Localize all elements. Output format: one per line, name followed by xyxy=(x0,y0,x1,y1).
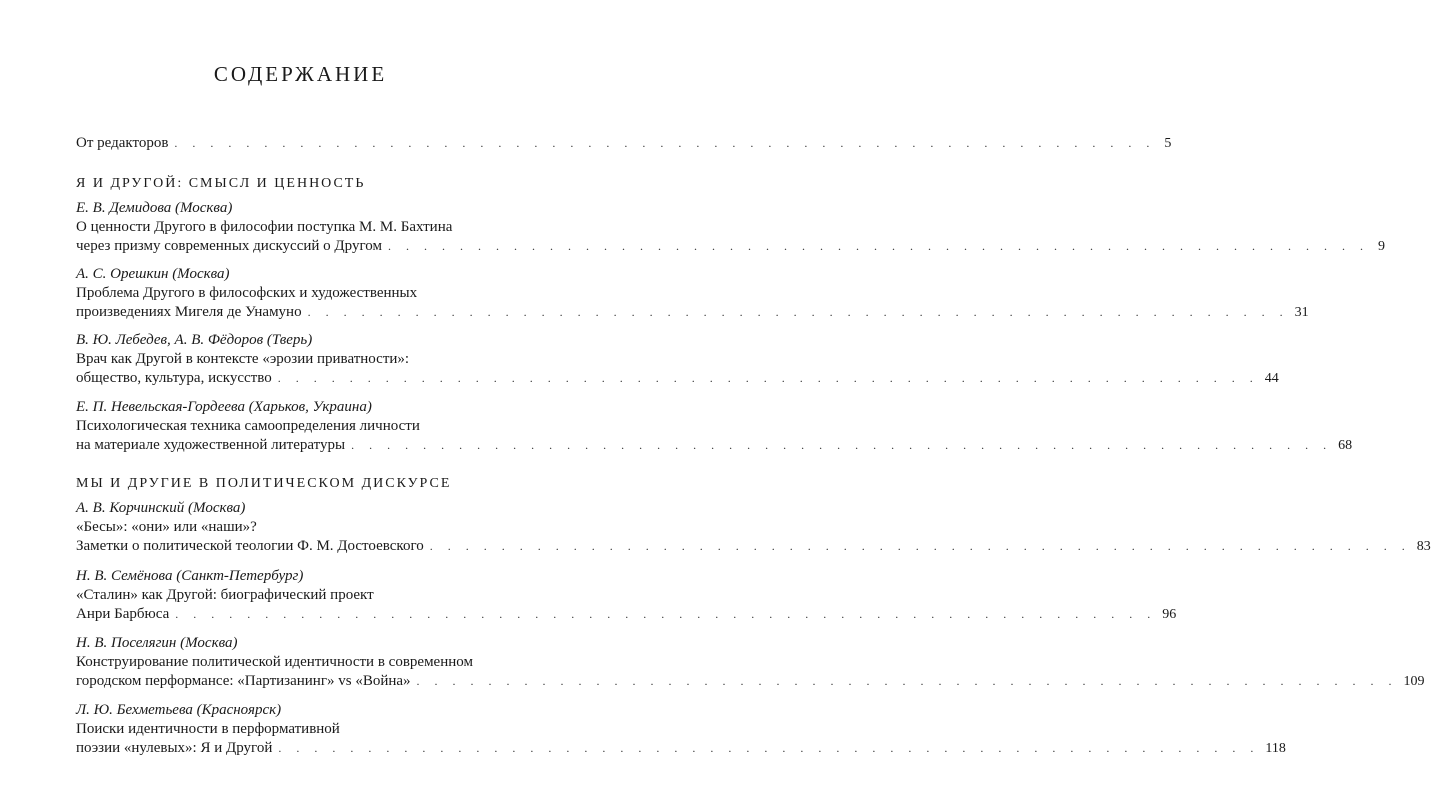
toc-entry xyxy=(76,701,1286,758)
entry-title-line: Проблема Другого в философских и художественных xyxy=(76,285,418,301)
page-number: 5 xyxy=(1164,136,1172,151)
entry-title-line: Поиски идентичности в перформативной xyxy=(76,721,340,737)
page-number: 68 xyxy=(1338,438,1353,453)
section-heading-1: Я И ДРУГОЙ: СМЫСЛ И ЦЕННОСТЬ xyxy=(76,176,366,191)
entry-author: А. С. Орешкин (Москва) xyxy=(76,266,230,282)
entry-title-line: через призму современных дискуссий о Другом xyxy=(76,238,382,254)
leader-dots: . . . . . . . . . . . . . . . . . . . . . . . . . . . . . . . . . . . . . . . . . . . . . . . . . . . . . . . xyxy=(277,371,1259,385)
leader-dots: . . . . . . . . . . . . . . . . . . . . . . . . . . . . . . . . . . . . . . . . . . . . . . . . . . . . . . . xyxy=(174,136,1156,150)
page-number: 9 xyxy=(1377,239,1385,254)
page-number: 118 xyxy=(1265,741,1286,756)
entry-author: А. В. Корчинский (Москва) xyxy=(76,500,246,516)
entry-author: Н. В. Поселягин (Москва) xyxy=(76,635,238,651)
entry-author: Е. В. Демидова (Москва) xyxy=(76,200,233,216)
toc-entry xyxy=(76,398,1353,455)
entry-title-line: «Бесы»: «они» или «наши»? xyxy=(76,519,257,535)
entry-title: От редакторов xyxy=(76,135,169,151)
leader-dots: . . . . . . . . . . . . . . . . . . . . . . . . . . . . . . . . . . . . . . . . . . . . . . . . . . . . . . . xyxy=(387,239,1369,253)
entry-title-line: произведениях Мигеля де Унамуно xyxy=(76,304,302,320)
entry-author: В. Ю. Лебедев, А. В. Фёдоров (Тверь) xyxy=(76,332,313,348)
leader-dots: . . . . . . . . . . . . . . . . . . . . . . . . . . . . . . . . . . . . . . . . . . . . . . . . . . . . . . . xyxy=(307,305,1289,319)
entry-author: Н. В. Семёнова (Санкт-Петербург) xyxy=(76,568,304,584)
toc-entry xyxy=(76,265,1309,322)
entry-title-line: городском перформансе: «Партизанинг» vs «Война» xyxy=(76,673,411,689)
leader-dots: . . . . . . . . . . . . . . . . . . . . . . . . . . . . . . . . . . . . . . . . . . . . . . . . . . . . . . . xyxy=(175,607,1157,621)
page-number: 31 xyxy=(1294,305,1309,320)
page-number: 96 xyxy=(1162,607,1177,622)
toc-entry xyxy=(76,499,1431,556)
leader-dots: . . . . . . . . . . . . . . . . . . . . . . . . . . . . . . . . . . . . . . . . . . . . . . . . . . . . . . . xyxy=(416,674,1398,688)
entry-title-line: Конструирование политической идентичности в современном xyxy=(76,654,473,670)
toc-entry-intro xyxy=(76,134,1172,153)
entry-title-line: на материале художественной литературы xyxy=(76,437,346,453)
page-number: 83 xyxy=(1416,539,1431,554)
leader-dots: . . . . . . . . . . . . . . . . . . . . . . . . . . . . . . . . . . . . . . . . . . . . . . . . . . . . . . . xyxy=(429,539,1411,553)
entry-title-line: Анри Барбюса xyxy=(76,606,170,622)
entry-title-line: Психологическая техника самоопределения личности xyxy=(76,418,420,434)
toc-entry xyxy=(76,567,1177,624)
entry-title-line: Врач как Другой в контексте «эрозии приватности»: xyxy=(76,351,410,367)
section-heading-2: МЫ И ДРУГИЕ В ПОЛИТИЧЕСКОМ ДИСКУРСЕ xyxy=(76,476,452,491)
entry-title-line: общество, культура, искусство xyxy=(76,370,272,386)
entry-author: Е. П. Невельская-Гордеева (Харьков, Украина) xyxy=(76,399,372,415)
leader-dots: . . . . . . . . . . . . . . . . . . . . . . . . . . . . . . . . . . . . . . . . . . . . . . . . . . . . . . . xyxy=(278,741,1260,755)
page-number: 109 xyxy=(1403,674,1425,689)
entry-title-line: О ценности Другого в философии поступка М. М. Бахтина xyxy=(76,219,453,235)
toc-entry xyxy=(76,331,1279,388)
entry-author: Л. Ю. Бехметьева (Красноярск) xyxy=(76,702,282,718)
entry-title-line: Заметки о политической теологии Ф. М. Достоевского xyxy=(76,538,424,554)
entry-title-line: поэзии «нулевых»: Я и Другой xyxy=(76,740,273,756)
toc-entry xyxy=(76,199,1385,256)
toc-entry xyxy=(76,634,1425,691)
page-number: 44 xyxy=(1264,371,1279,386)
toc-title: СОДЕРЖАНИЕ xyxy=(213,62,388,86)
leader-dots: . . . . . . . . . . . . . . . . . . . . . . . . . . . . . . . . . . . . . . . . . . . . . . . . . . . . . . . xyxy=(351,438,1333,452)
entry-title-line: «Сталин» как Другой: биографический проект xyxy=(76,587,374,603)
